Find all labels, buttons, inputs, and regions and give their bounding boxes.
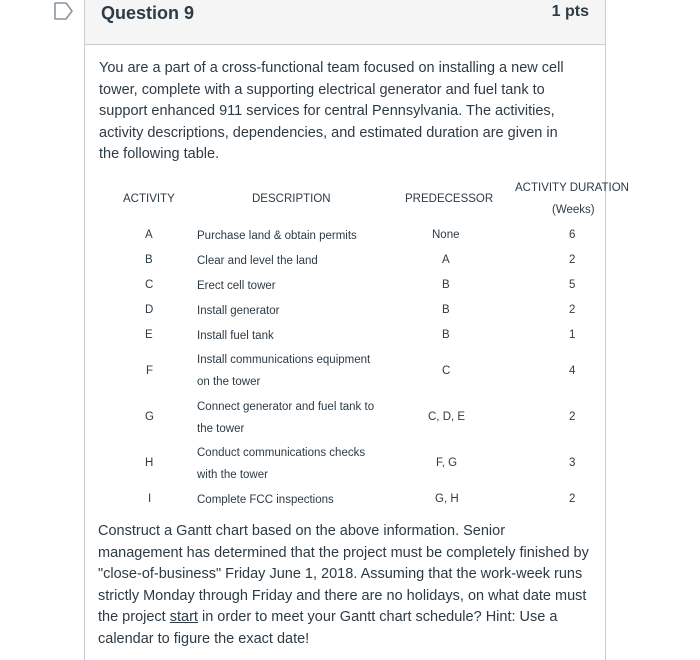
table-cell-predecessor: G, H [435,493,459,505]
table-cell-duration: 2 [569,304,576,316]
table-cell-activity: D [145,304,154,316]
table-cell-activity: C [145,279,154,291]
question-intro-text: You are a part of a cross-functional team focused on installing a new cell tower, complete with a supporting electrical generator and fuel tank to support enhanced 911 services for central Pennsylvania. The activities, activity descriptions, dependencies, and estimated duration are given in the following table. [99,60,564,163]
start-link[interactable]: start [169,609,198,626]
table-cell-predecessor: B [442,329,450,341]
table-cell-activity: F [146,365,154,377]
question-body-text-end: in order to meet your Gantt chart schedule? Hint: Use a calendar to figure the exact date! [98,609,558,647]
table-cell-duration: 2 [569,254,576,266]
table-cell-duration: 4 [569,365,576,377]
table-cell-duration: 2 [569,493,576,505]
question-body-text [98,521,590,651]
table-cell-description: Install generator [197,305,280,317]
table-cell-predecessor: C, D, E [428,411,466,423]
table-cell-description: Erect cell tower [197,280,276,292]
table-cell-predecessor: C [442,365,451,377]
table-cell-activity: H [145,457,154,469]
table-cell-description: Conduct communications checks with the tower [197,447,366,481]
table-cell-predecessor: None [432,229,460,241]
header-duration: ACTIVITY DURATION [515,182,629,194]
question-title: Question 9 [101,3,195,23]
table-cell-predecessor: A [442,254,450,266]
table-cell-duration: 5 [569,279,576,291]
header-description: DESCRIPTION [252,193,331,205]
question-body-text-start: Construct a Gantt chart based on the above information. Senior management has determined that the project must be completely finished by "close-of-business" Friday June 1, 2018. Assuming that the work-week runs strictly Monday through Friday and there are no holidays, on what date must the project [98,523,589,626]
table-cell-description: Connect generator and fuel tank to the tower [197,401,375,435]
header-predecessor: PREDECESSOR [405,193,494,205]
table-cell-description: Complete FCC inspections [197,494,334,506]
table-cell-description: Clear and level the land [197,255,318,267]
question-points: 1 pts [551,3,589,20]
table-cell-predecessor: B [442,279,450,291]
table-cell-description: Purchase land & obtain permits [197,230,357,242]
table-cell-duration: 6 [569,229,576,241]
table-cell-activity: E [145,329,153,341]
table-cell-description: Install fuel tank [197,330,274,342]
table-cell-predecessor: B [442,304,450,316]
header-duration-unit: (Weeks) [552,204,595,216]
header-activity: ACTIVITY [123,193,175,205]
table-cell-duration: 3 [569,457,576,469]
table-cell-activity: B [145,254,153,266]
table-cell-duration: 2 [569,411,576,423]
table-cell-activity: G [145,411,154,423]
table-cell-predecessor: F, G [436,457,458,469]
table-cell-activity: A [145,229,153,241]
table-cell-description: Install communications equipment on the tower [197,354,371,388]
table-cell-activity: I [148,493,152,505]
table-cell-duration: 1 [569,329,576,341]
